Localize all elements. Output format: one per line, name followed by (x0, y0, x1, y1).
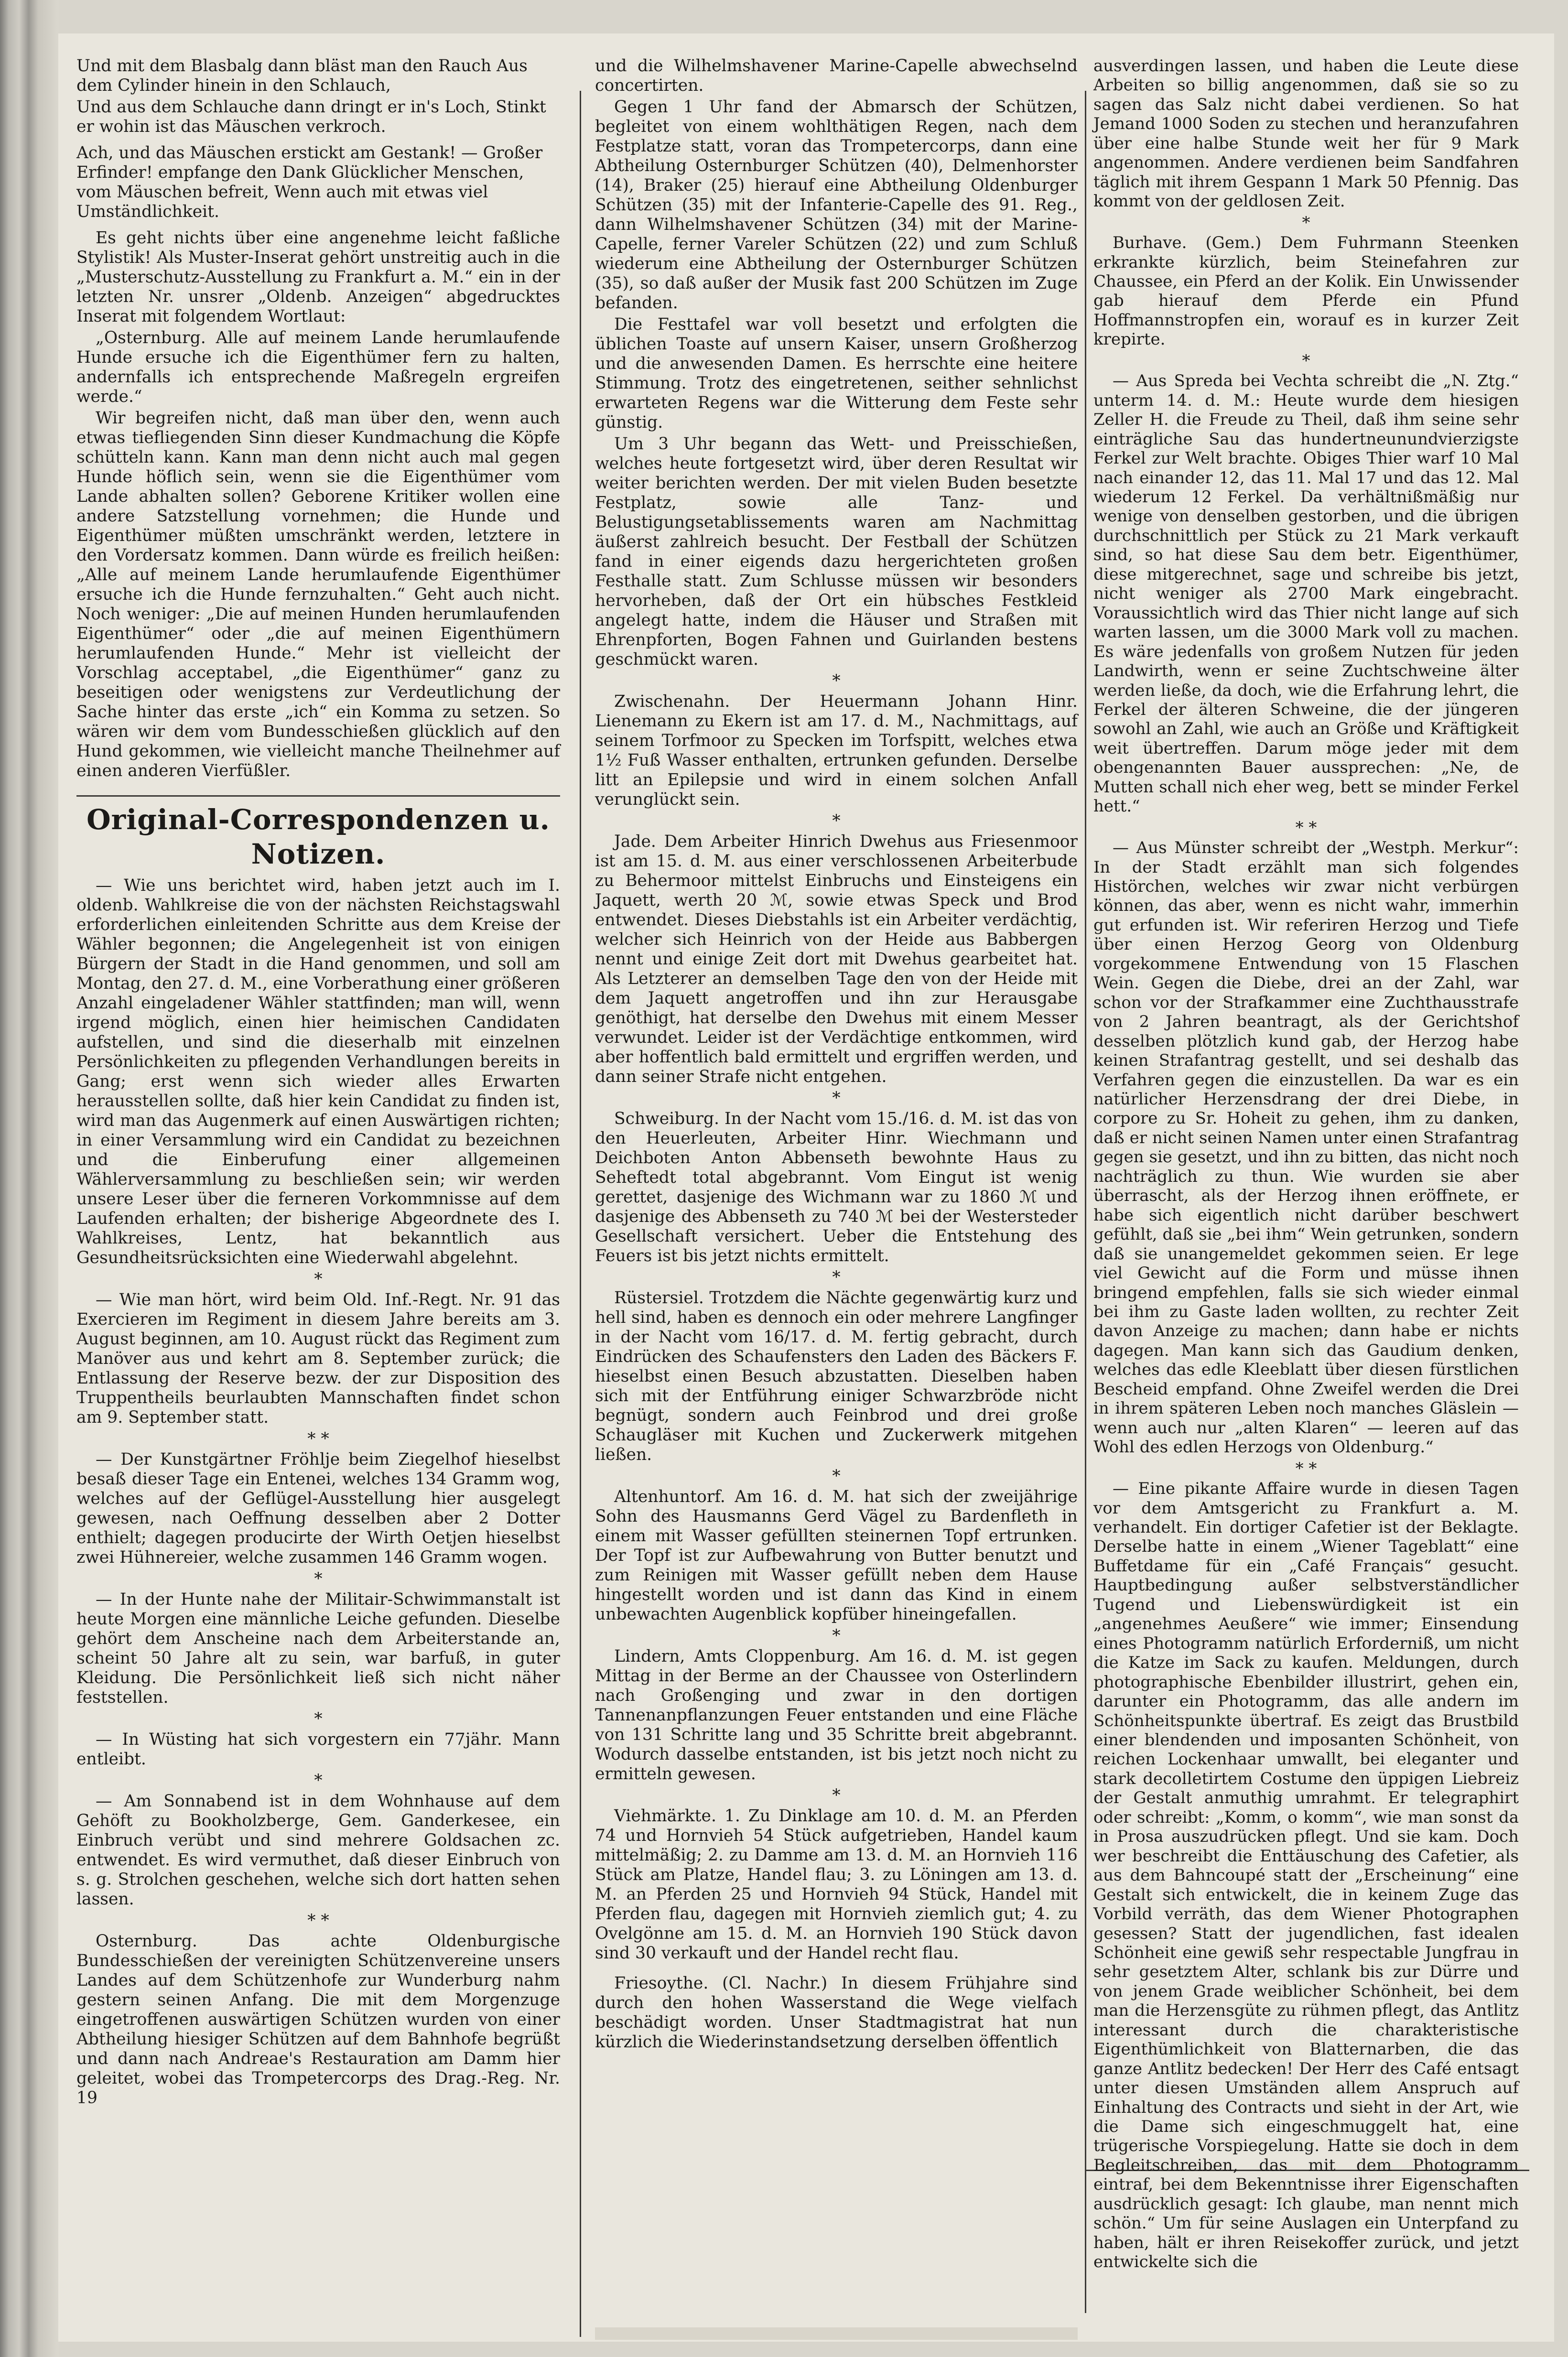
separator-star: * (832, 1089, 841, 1108)
article-paragraph: — Am Sonnabend ist in dem Wohnhause auf dem Gehöft zu Bookholzberge, Gem. Ganderkesee, ein Einbruch verübt und sind mehrere Goldsachen zc. entwendet. Es wird vermuthet, daß dieser Einbruch von s. g. Strolchen geschehen, welche sich dort hatten sehen lassen. (76, 1792, 560, 1909)
article-paragraph: — Wie man hört, wird beim Old. Inf.-Regt. Nr. 91 das Exercieren im Regiment in diesem Jahre bereits am 3. August beginnen, am 10. August rückt das Regiment zum Manöver aus und kehrt am 8. September zurück; die Entlassung der Reserve bezw. der zur Disposition des Truppentheils beurlaubten Mannschaften findet schon am 9. September statt. (76, 1290, 560, 1427)
article-paragraph: und die Wilhelmshavener Marine-Capelle abwechselnd concertirten. (595, 56, 1078, 95)
column-1 (76, 56, 560, 2110)
article-paragraph: Osternburg. Das achte Oldenburgische Bundesschießen der vereinigten Schützenvereine unsers Landes auf dem Schützenhofe zur Wunderburg nahm gestern seinen Anfang. Die mit dem Morgenzuge eingetroffenen auswärtigen Schützen wurden von einer Abtheilung hiesiger Schützen auf dem Bahnhofe begrüßt und dann nach Andreae's Restauration am Damm hier geleitet, wobei das Trompetercorps des Drag.-Reg. Nr. 19 (76, 1932, 560, 2108)
separator-star: * (832, 1786, 841, 1805)
page-bottom-strip (595, 2327, 1078, 2340)
separator-star: * * (307, 1911, 329, 1930)
separator-star: * (314, 1771, 323, 1790)
separator-star: * (1302, 213, 1310, 232)
separator-star: * (314, 1569, 323, 1589)
verse-line: Und aus dem Schlauche dann dringt er in's Loch, Stinkt er wohin ist das Mäuschen verkroch. (76, 97, 546, 136)
article-paragraph: — Eine pikante Affaire wurde in diesen Tagen vor dem Amtsgericht zu Frankfurt a. M. verhandelt. Ein dortiger Cafetier ist der Beklagte. Derselbe hatte in einem „Wiener Tageblatt“ eine Buffetdame für ein „Café Français“ gesucht. Hauptbedingung außer selbstverständlicher Tugend und Liebenswürdigkeit ist ein „angenehmes Aeußere“ wie immer; Einsendung eines Photogramm natürlich Erforderniß, um nicht die Katze im Sack zu kaufen. Meldungen, durch photographische Ebenbilder illustrirt, gehen ein, darunter ein Photogramm, das alle andern im Schönheitspunkte übertraf. Es zeigt das Brustbild einer blendenden und imposanten Schönheit, von reichen Lockenhaar umwallt, bei eleganter und stark decolletirtem Costume den üppigen Liebreiz der Gestalt anmuthig umrahmt. Er telegraphirt oder schreibt: „Komm, o komm“, wie man sonst da in Prosa auszudrücken pflegt. Und sie kam. Doch wer beschreibt die Enttäuschung des Cafetier, als aus dem Bahncoupé statt der „Erscheinung“ eine Gestalt sich entwickelt, die in keinem Zuge das Vorbild verräth, das dem Wiener Photographen gesessen? Statt der jugendlichen, fast idealen Schönheit eine gewiß sehr respectable Jungfrau in sehr gesetztem Alter, schlank bis zur Dürre und von jenem Grade weiblicher Schönheit, bei dem man die Herzensgüte zu rühmen pflegt, das Antlitz interessant durch die charakteristische Eigenthümlichkeit von Blatternarben, die das ganze Antlitz bedecken! Der Herr des Café entsagt unter diesen Umständen allem Anspruch auf Einhaltung des Contracts und sieht in der Art, wie die Dame sich eingeschmuggelt hat, eine trügerische Vorspiegelung. Hatte sie doch in dem Begleitschreiben, das mit dem Photogramm eintraf, bei dem Bekenntnisse ihrer Eigenschaften ausdrücklich gesagt: Ich glaube, man nennt mich schön.“ Um für seine Auslagen ein Unterpfand zu haben, hält er ihren Reisekoffer zurück, und jetzt entwickelte sich die (1093, 1479, 1519, 2272)
separator-star: * (832, 1268, 841, 1287)
quoted-inserat: „Osternburg. Alle auf meinem Lande herumlaufende Hunde ersuche ich die Eigenthümer fern zu halten, andernfalls ich entsprechende Maßregeln ergreifen werde.“ (76, 328, 560, 406)
article-paragraph: — Aus Spreda bei Vechta schreibt die „N. Ztg.“ unterm 14. d. M.: Heute wurde dem hiesigen Zeller H. die Freude zu Theil, daß ihm seine sehr einträgliche Sau das hundertneunundvierzigste Ferkel zur Welt brachte. Obiges Thier warf 10 Mal nach einander 12, das 11. Mal 17 und das 12. Mal wiederum 12 Ferkel. Da verhältnißmäßig nur wenige von denselben gestorben, und die übrigen durchschnittlich per Stück zu 21 Mark verkauft sind, so hat diese Sau dem betr. Eigenthümer, diese mitgerechnet, sage und schreibe bis jetzt, nicht weniger als 2700 Mark eingebracht. Voraussichtlich wird das Thier nicht lange auf sich warten lassen, um die 3000 Mark voll zu machen. Es wäre jedenfalls von großem Nutzen für jeden Landwirth, wenn er seine Zuchtschweine älter werden ließe, da doch, wie die Erfahrung lehrt, die Ferkel der älteren Schweine, die der jüngeren sowohl an Zahl, wie auch an Größe und Kräftigkeit weit übertreffen. Darum möge jeder mit dem obengenannten Bauer aussprechen: „Ne, de Mutten schall nich eher weg, bett se minder Ferkel hett.“ (1093, 371, 1519, 816)
article-paragraph: ausverdingen lassen, und haben die Leute diese Arbeiten so billig angenommen, daß sie so zu sagen das Salz nicht dabei verdienen. So hat Jemand 1000 Soden zu stechen und heranzufahren über eine halbe Stunde weit her für 9 Mark angenommen. Andere verdienen beim Sandfahren täglich mit ihrem Gespann 1 Mark 50 Pfennig. Das kommt von der geldlosen Zeit. (1093, 56, 1519, 211)
article-paragraph: — Aus Münster schreibt der „Westph. Merkur“: In der Stadt erzählt man sich folgendes Histörchen, welches wir zwar nicht verbürgen können, das aber, wenn es nicht wahr, immerhin gut erfunden ist. Wir referiren Herzog und Tiefe über einen Herzog Georg von Oldenburg vorgekommene Entwendung von 15 Flaschen Wein. Gegen die Diebe, drei an der Zahl, war schon vor der Strafkammer eine Zuchthausstrafe von 2 Jahren beantragt, als der Gerichtshof desselben plötzlich kund gab, der Herzog habe keinen Strafantrag gestellt, und sei deshalb das Verfahren gegen die einzustellen. Da war es ein natürlicher Herzensdrang der drei Diebe, in corpore zu Sr. Hoheit zu gehen, ihm zu danken, daß er nicht seinen Namen unter einen Strafantrag gegen sie gesetzt, und ihn zu bitten, das nicht noch nachträglich zu thun. Wie wurden sie aber überrascht, als der Herzog ihnen eröffnete, er habe sich eigentlich nicht darüber beschwert gefühlt, daß sie „bei ihm“ Wein getrunken, sondern daß sie unangemeldet gekommen seien. Er lege viel Gewicht auf die Form und müsse ihnen bringend empfehlen, falls sie sich wieder einmal bei ihm zu Gaste laden wollten, zu rechter Zeit davon Anzeige zu machen; dann habe er nichts dagegen. Man kann sich das Gaudium denken, welches das edle Kleeblatt über diesen fürstlichen Bescheid empfand. Ohne Zweifel werden die Drei in ihrem späteren Leben noch manches Gläslein — wenn auch nur „alten Klaren“ — leeren auf das Wohl des edlen Herzogs von Oldenburg.“ (1093, 838, 1519, 1457)
article-paragraph: Es geht nichts über eine angenehme leicht faßliche Stylistik! Als Muster-Inserat gehört unstreitig auch in die „Musterschutz-Ausstellung zu Frankfurt a. M.“ ein in der letzten Nr. unsrer „Oldenb. Anzeigen“ abgedrucktes Inserat mit folgendem Wortlaut: (76, 228, 560, 326)
separator-star: * * (1295, 818, 1317, 837)
article-paragraph: Altenhuntorf. Am 16. d. M. hat sich der zweijährige Sohn des Hausmanns Gerd Vägel zu Bardenfleth in einem mit Wasser gefüllten steinernen Topf ertrunken. Der Topf ist zur Aufbewahrung von Butter benutzt und zum Reinigen mit Wasser gefüllt neben dem Hause hingestellt worden und ist dann das Kind in einem unbewachten Augenblick kopfüber hineingefallen. (595, 1487, 1078, 1624)
article-paragraph: — Der Kunstgärtner Fröhlje beim Ziegelhof hieselbst besaß dieser Tage ein Entenei, welches 134 Gramm wog, welches auf der Geflügel-Ausstellung hier ausgelegt gewesen, nach Oeffnung desselben aber 2 Dotter enthielt; dagegen producirte der Wirth Oetjen hieselbst zwei Hühnereier, welche zusammen 146 Gramm wogen. (76, 1450, 560, 1567)
article-paragraph: Wir begreifen nicht, daß man über den, wenn auch etwas tiefliegenden Sinn dieser Kundmachung die Köpfe schütteln kann. Kann man denn nicht auch mal gegen Hunde höflich sein, wenn sie die Eigenthümer vom Lande abhalten sollen? Geborene Kritiker wollen eine andere Satzstellung vornehmen; die Hunde und Eigenthümer müßten umschränkt werden, letztere in den Vordersatz kommen. Dann würde es freilich heißen: „Alle auf meinem Lande herumlaufende Eigenthümer ersuche ich die Hunde fernzuhalten.“ Geht auch nicht. Noch weniger: „Die auf meinen Hunden herumlaufenden Eigenthümer“ oder „die auf meinen Eigenthümern herumlaufenden Hunde.“ Mehr ist vielleicht der Vorschlag acceptabel, „die Eigenthümer“ ganz zu beseitigen oder wenigstens zur Verdeutlichung der Sache hinter das erste „ich“ ein Komma zu setzen. So wären wir dem vom Bundesschießen glücklich auf den Hund gekommen, wie vielleicht manche Theilnehmer auf einen anderen Vierfüßler. (76, 409, 560, 780)
article-paragraph: Zwischenahn. Der Heuermann Johann Hinr. Lienemann zu Ekern ist am 17. d. M., Nachmittags, auf seinem Torfmoor zu Specken im Torfspitt, welches etwa 1½ Fuß Wasser enthalten, ertrunken gefunden. Derselbe litt an Epilepsie und wird in einem solchen Anfall verunglückt sein. (595, 692, 1078, 809)
separator-star: * (1302, 351, 1310, 370)
separator-star: * * (307, 1429, 329, 1449)
article-paragraph: Burhave. (Gem.) Dem Fuhrmann Steenken erkrankte kürzlich, beim Steinefahren zur Chaussee, ein Pferd an der Kolik. Ein Unwissender gab hierauf dem Pferde ein Pfund Hoffmannstropfen ein, worauf es in kurzer Zeit krepirte. (1093, 233, 1519, 349)
article-paragraph: Um 3 Uhr begann das Wett- und Preisschießen, welches heute fortgesetzt wird, über deren Resultat wir weiter berichten werden. Der mit vielen Buden besetzte Festplatz, sowie alle Tanz- und Belustigungsetablissements waren am Nachmittag äußerst zahlreich besucht. Der Festball der Schützen fand in einer eigends dazu hergerichteten großen Festhalle statt. Zum Schlusse müssen wir besonders hervorheben, daß der Ort ein hübsches Festkleid angelegt hatte, indem die Häuser und Straßen mit Ehrenpforten, Bogen Fahnen und Guirlanden bestens geschmückt waren. (595, 434, 1078, 669)
section-heading: Original-Correspondenzen u. Notizen. (76, 795, 560, 871)
column-rule-right (1085, 91, 1086, 2313)
verse-line: Und mit dem Blasbalg dann bläst man den Rauch Aus dem Cylinder hinein in den Schlauch, (76, 56, 528, 95)
column-rule-left (580, 91, 581, 2337)
article-paragraph: Schweiburg. In der Nacht vom 15./16. d. M. ist das von den Heuerleuten, Arbeiter Hinr. Wiechmann und Deichboten Anton Abbenseth bewohnte Haus zu Seheftedt total abgebrannt. Vom Eingut ist wenig gerettet, dasjenige des Wichmann war zu 1860 ℳ und dasjenige des Abbenseth zu 740 ℳ bei der Westersteder Gesellschaft versichert. Ueber die Entstehung des Feuers ist bis jetzt nichts ermittelt. (595, 1109, 1078, 1265)
article-paragraph: — In der Hunte nahe der Militair-Schwimmanstalt ist heute Morgen eine männliche Leiche gefunden. Dieselbe gehört dem Anscheine nach dem Arbeiterstande an, scheint 50 Jahre alt zu sein, war barfuß, in guter Kleidung. Die Persönlichkeit ließ sich nicht näher feststellen. (76, 1590, 560, 1707)
separator-star: * (314, 1270, 323, 1289)
article-paragraph: — Wie uns berichtet wird, haben jetzt auch im I. oldenb. Wahlkreise die von der nächsten Reichstagswahl erforderlichen einleitenden Schritte aus dem Kreise der Wähler begonnen; die Angelegenheit ist von einigen Bürgern der Stadt in die Hand genommen, und soll am Montag, den 27. d. M., eine Vorberathung einer größeren Anzahl eingeladener Wähler stattfinden; man will, wenn irgend möglich, einen hier heimischen Candidaten aufstellen, und sind die dieserhalb mit einzelnen Persönlichkeiten zu pflegenden Verhandlungen bereits in Gang; erst wenn sich wieder alles Erwarten herausstellen sollte, daß hier kein Candidat zu finden ist, wird man das Augenmerk auf einen Auswärtigen richten; in einer Versammlung wird ein Candidat zu bezeichnen und die Einberufung einer allgemeinen Wählerversammlung zu beschließen sein; wir werden unsere Leser über die ferneren Vorkommnisse auf dem Laufenden erhalten; der bisherige Abgeordnete des I. Wahlkreises, Lentz, hat bekanntlich aus Gesundheitsrücksichten eine Wiederwahl abgelehnt. (76, 876, 560, 1267)
column-3 (1093, 56, 1519, 2274)
article-paragraph: Gegen 1 Uhr fand der Abmarsch der Schützen, begleitet von einem wohlthätigen Regen, nach dem Festplatze statt, voran das Trompetercorps, dann eine Abtheilung Osternburger Schützen (40), Delmenhorster (14), Braker (25) hierauf eine Abtheilung Oldenburger Schützen (35) mit der Infanterie-Capelle des 91. Reg., dann Wilhelmshavener Schützen (34) mit der Marine-Capelle, ferner Vareler Schützen (22) und zum Schluß wiederum eine Abtheilung der Osternburger Schützen (35), so daß außer der Musik fast 200 Schützen im Zuge befanden. (595, 97, 1078, 313)
article-paragraph: Jade. Dem Arbeiter Hinrich Dwehus aus Friesenmoor ist am 15. d. M. aus einer verschlossenen Arbeiterbude zu Behermoor mittelst Einbruchs und Einsteigens ein Jaquett, werth 20 ℳ, sowie etwas Speck und Brod entwendet. Dieses Diebstahls ist ein Arbeiter verdächtig, welcher sich Heinrich von der Heide aus Babbergen nennt und einige Zeit dort mit Dwehus gearbeitet hat. Als Letzterer an demselben Tage den von der Heide mit dem Jaquett angetroffen und ihn zur Herausgabe genöthigt, hat derselbe den Dwehus mit einem Messer verwundet. Leider ist der Verdächtige entkommen, wird aber hoffentlich bald ermittelt und ergriffen werden, und dann seiner Strafe nicht entgehen. (595, 832, 1078, 1086)
separator-star: * (832, 1626, 841, 1645)
separator-star: * (832, 1467, 841, 1486)
article-paragraph: — In Wüsting hat sich vorgestern ein 77jähr. Mann entleibt. (76, 1730, 560, 1769)
article-paragraph: Friesoythe. (Cl. Nachr.) In diesem Frühjahre sind durch den hohen Wasserstand die Wege vielfach beschädigt worden. Unser Stadtmagistrat hat nun kürzlich die Wiederinstandsetzung derselben öffentlich (595, 1974, 1078, 2052)
page-binding-edge (0, 0, 58, 2357)
separator-star: * (314, 1709, 323, 1729)
column-2 (595, 56, 1078, 2054)
separator-star: * * (1295, 1459, 1317, 1478)
article-paragraph: Lindern, Amts Cloppenburg. Am 16. d. M. ist gegen Mittag in der Berme an der Chaussee von Osterlindern nach Großenging und zwar in den dortigen Tannenanpflanzungen Feuer entstanden und eine Fläche von 131 Schritte lang und 35 Schritte breit abgebrannt. Wodurch dasselbe entstanden, ist bis jetzt noch nicht zu ermitteln gewesen. (595, 1647, 1078, 1784)
verse-stanza: Ach, und das Mäuschen erstickt am Gestank! — Großer Erfinder! empfange den Dank Glücklicher Menschen, vom Mäuschen befreit, Wenn auch mit etwas viel Umständlichkeit. (76, 143, 543, 221)
article-paragraph: Viehmärkte. 1. Zu Dinklage am 10. d. M. an Pferden 74 und Hornvieh 54 Stück aufgetrieben, Handel kaum mittelmäßig; 2. zu Damme am 13. d. M. an Hornvieh 116 Stück am Platze, Handel flau; 3. zu Löningen am 13. d. M. an Pferden 25 und Hornvieh 94 Stück, Handel mit Pferden flau, dagegen mit Hornvieh ziemlich gut; 4. zu Ovelgönne am 15. d. M. an Hornvieh 190 Stück davon sind 30 verkauft und der Handel recht flau. (595, 1806, 1078, 1963)
separator-star: * (832, 811, 841, 831)
separator-star: * (832, 671, 841, 691)
article-paragraph: Die Festtafel war voll besetzt und erfolgten die üblichen Toaste auf unsern Kaiser, unsern Großherzog und die anwesenden Damen. Es herrschte eine heitere Stimmung. Trotz des eingetretenen, seither sehnlichst erwarteten Regens war die Witterung dem Feste sehr günstig. (595, 315, 1078, 432)
article-paragraph: Rüstersiel. Trotzdem die Nächte gegenwärtig kurz und hell sind, haben es dennoch ein oder mehrere Langfinger in der Nacht vom 16/17. d. M. fertig gebracht, durch Eindrücken des Schaufensters den Laden des Bäckers F. hieselbst einen Besuch abzustatten. Dieselben haben sich mit der Entführung einiger Schwarzbröde nicht begnügt, sondern auch Feinbrod und drei große Schaugläser mit Kuchen und Zuckerwerk mitgehen ließen. (595, 1288, 1078, 1464)
